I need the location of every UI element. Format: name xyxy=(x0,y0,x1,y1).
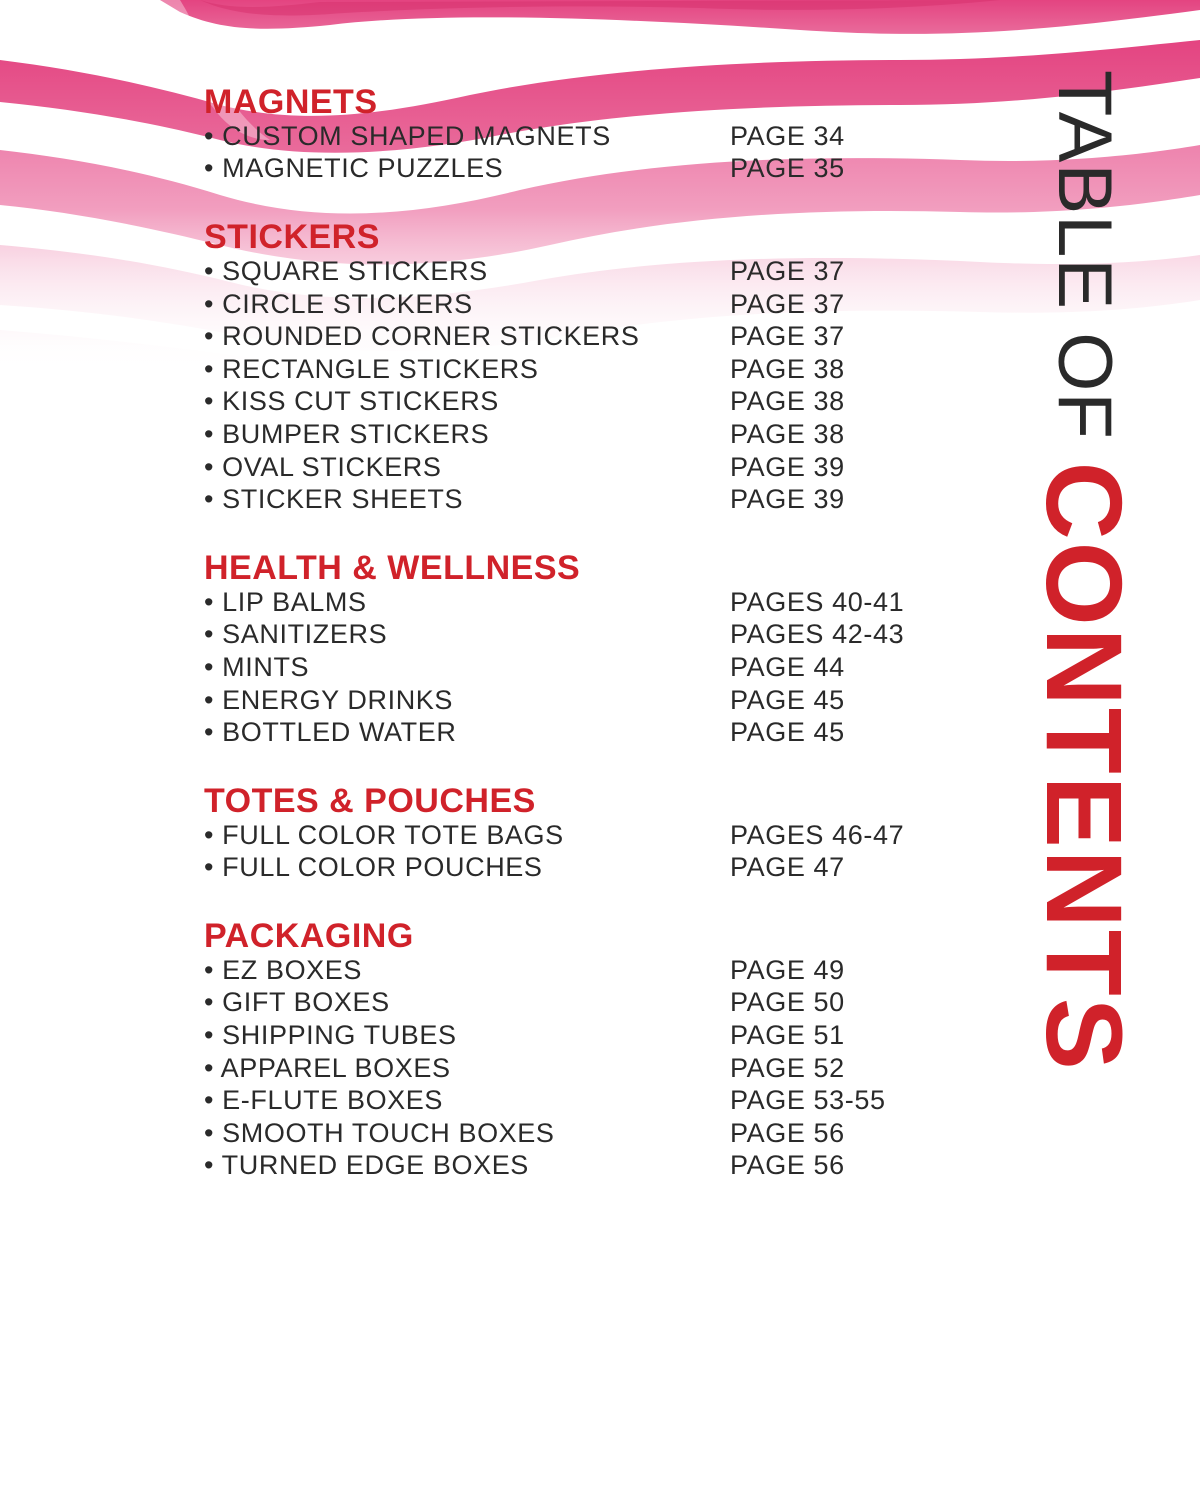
toc-entry xyxy=(204,954,964,987)
entry-label: • FULL COLOR POUCHES xyxy=(204,852,543,883)
entry-label: • LIP BALMS xyxy=(204,586,367,617)
entry-page: PAGE 49 xyxy=(730,954,845,985)
entry-label: • SHIPPING TUBES xyxy=(204,1020,457,1051)
toc-entry xyxy=(204,852,964,885)
entry-label: • CUSTOM SHAPED MAGNETS xyxy=(204,120,611,151)
entry-label: • RECTANGLE STICKERS xyxy=(204,353,539,384)
toc-section xyxy=(204,783,964,884)
entry-label: • E-FLUTE BOXES xyxy=(204,1085,444,1116)
entry-page: PAGE 56 xyxy=(730,1117,845,1148)
section-title: STICKERS xyxy=(204,218,380,257)
entry-page: PAGE 45 xyxy=(730,717,845,748)
toc-entry xyxy=(204,386,964,419)
toc-entry xyxy=(204,120,964,153)
toc-entry xyxy=(204,418,964,451)
toc-entry xyxy=(204,716,964,749)
entry-page: PAGE 38 xyxy=(730,353,845,384)
entry-label: • BOTTLED WATER xyxy=(204,717,457,748)
entry-page: PAGE 51 xyxy=(730,1020,845,1051)
toc-entry xyxy=(204,1052,964,1085)
entry-label: • ENERGY DRINKS xyxy=(204,684,454,715)
entry-page: PAGE 39 xyxy=(730,451,845,482)
toc-entry xyxy=(204,320,964,353)
entry-page: PAGES 42-43 xyxy=(730,619,905,650)
entry-label: • FULL COLOR TOTE BAGS xyxy=(204,819,564,850)
toc-entry xyxy=(204,651,964,684)
entry-label: • GIFT BOXES xyxy=(204,987,390,1018)
toc-entry xyxy=(204,451,964,484)
entry-page: PAGES 40-41 xyxy=(730,586,905,617)
entry-page: PAGE 47 xyxy=(730,852,845,883)
entry-label: • TURNED EDGE BOXES xyxy=(204,1150,529,1181)
entry-label: • STICKER SHEETS xyxy=(204,484,464,515)
entry-label: • KISS CUT STICKERS xyxy=(204,386,499,417)
table-of-contents xyxy=(204,84,964,1216)
toc-section xyxy=(204,550,964,749)
toc-entry xyxy=(204,619,964,652)
side-title xyxy=(1024,70,1146,1072)
entry-label: • MINTS xyxy=(204,651,310,682)
toc-entry xyxy=(204,819,964,852)
toc-entry xyxy=(204,987,964,1020)
entry-page: PAGE 53-55 xyxy=(730,1085,886,1116)
side-title-bold: CONTENTS xyxy=(1024,461,1146,1072)
entry-label: • SMOOTH TOUCH BOXES xyxy=(204,1117,555,1148)
entry-page: PAGE 38 xyxy=(730,418,845,449)
entry-page: PAGE 38 xyxy=(730,386,845,417)
toc-section xyxy=(204,84,964,185)
entry-page: PAGE 56 xyxy=(730,1150,845,1181)
entry-label: • EZ BOXES xyxy=(204,954,362,985)
entry-label: • BUMPER STICKERS xyxy=(204,418,490,449)
toc-section xyxy=(204,219,964,516)
entry-page: PAGE 44 xyxy=(730,651,845,682)
section-title: MAGNETS xyxy=(204,83,378,121)
entry-label: • ROUNDED CORNER STICKERS xyxy=(204,321,640,352)
entry-label: • CIRCLE STICKERS xyxy=(204,288,473,319)
toc-entry xyxy=(204,353,964,386)
entry-page: PAGE 37 xyxy=(730,288,845,319)
entry-page: PAGE 34 xyxy=(730,120,845,151)
entry-page: PAGE 45 xyxy=(730,684,845,715)
entry-page: PAGE 50 xyxy=(730,987,845,1018)
toc-entry xyxy=(204,1150,964,1183)
toc-entry xyxy=(204,586,964,619)
section-title: TOTES & POUCHES xyxy=(204,781,536,820)
entry-label: • APPAREL BOXES xyxy=(204,1052,451,1083)
entry-page: PAGE 52 xyxy=(730,1052,845,1083)
toc-entry xyxy=(204,684,964,717)
entry-page: PAGE 35 xyxy=(730,153,845,184)
section-title: PACKAGING xyxy=(204,917,414,956)
entry-page: PAGE 37 xyxy=(730,321,845,352)
entry-page: PAGE 37 xyxy=(730,255,845,286)
toc-entry xyxy=(204,483,964,516)
section-title: HEALTH & WELLNESS xyxy=(204,548,581,587)
toc-entry xyxy=(204,1084,964,1117)
toc-entry xyxy=(204,1117,964,1150)
side-title-light: TABLE OF xyxy=(1042,70,1128,440)
entry-page: PAGE 39 xyxy=(730,484,845,515)
entry-label: • SANITIZERS xyxy=(204,619,388,650)
toc-entry xyxy=(204,1019,964,1052)
entry-page: PAGES 46-47 xyxy=(730,819,905,850)
toc-entry xyxy=(204,153,964,186)
entry-label: • SQUARE STICKERS xyxy=(204,255,488,286)
toc-entry xyxy=(204,288,964,321)
entry-label: • MAGNETIC PUZZLES xyxy=(204,153,504,184)
toc-entry xyxy=(204,255,964,288)
entry-label: • OVAL STICKERS xyxy=(204,451,442,482)
toc-section xyxy=(204,918,964,1182)
